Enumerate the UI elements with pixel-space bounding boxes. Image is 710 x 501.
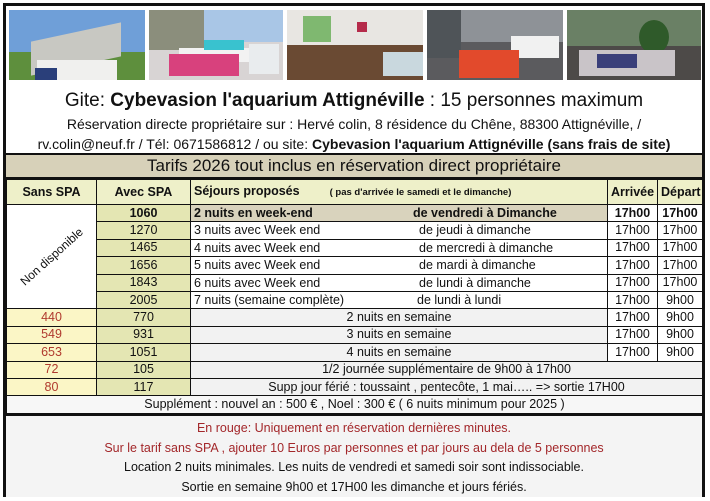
header-sans-spa: Sans SPA: [7, 180, 97, 205]
sans-spa-price: 549: [7, 326, 97, 343]
sejour-cell: [191, 239, 608, 256]
avec-spa-price: 1060: [97, 205, 191, 222]
departure-time: 17h00: [658, 222, 703, 239]
sejour-period: de vendredi à Dimanche: [413, 206, 557, 220]
notes-box: [6, 414, 702, 497]
sans-spa-price: 80: [7, 378, 97, 395]
sans-spa-price: 72: [7, 361, 97, 378]
sejour-label: 6 nuits avec Week end: [194, 275, 321, 290]
extra-description: 1/2 journée supplémentaire de 9h00 à 17h00: [191, 361, 703, 378]
table-row: [7, 222, 703, 239]
supplement-text: Supplément : nouvel an : 500 € , Noel : 300 € ( 6 nuits minimum pour 2025 ): [7, 396, 703, 413]
arrival-time: 17h00: [608, 274, 658, 291]
table-row: [7, 291, 703, 308]
table-row: [7, 378, 703, 395]
table-row: [7, 205, 703, 222]
avec-spa-price: 1270: [97, 222, 191, 239]
page-title: [6, 89, 702, 113]
table-row: [7, 274, 703, 291]
note-extra-person: Sur le tarif sans SPA , ajouter 10 Euros par personnes et par jours au dela de 5 personnes: [104, 440, 604, 455]
avec-spa-price: 931: [97, 326, 191, 343]
sejour-cell: [191, 291, 608, 308]
tarifs-band: Tarifs 2026 tout inclus en réservation direct propriétaire: [6, 153, 702, 179]
arrival-time: 17h00: [608, 309, 658, 326]
arrival-time: 17h00: [608, 326, 658, 343]
price-table: [6, 179, 703, 414]
sejour-label: 4 nuits avec Week end: [194, 240, 321, 255]
departure-time: 17h00: [658, 205, 703, 222]
header-avec-spa: Avec SPA: [97, 180, 191, 205]
sejour-cell: [191, 205, 608, 222]
house-exterior-photo: [9, 10, 145, 80]
avec-spa-price: 2005: [97, 291, 191, 308]
departure-time: 9h00: [658, 309, 703, 326]
contact-line: [6, 135, 702, 153]
title-prefix: Gite:: [64, 90, 111, 111]
avec-spa-price: 1051: [97, 344, 191, 361]
sejour-period: de jeudi à dimanche: [419, 223, 531, 238]
departure-time: 9h00: [658, 291, 703, 308]
header-depart: Départ: [658, 180, 703, 205]
header-sejours-label: Séjours proposés: [194, 184, 300, 198]
sejour-cell: [191, 222, 608, 239]
avec-spa-price: 105: [97, 361, 191, 378]
terrace-chairs-photo: [149, 10, 283, 80]
supplement-row: [7, 396, 703, 413]
kitchen-dining-photo: [427, 10, 563, 80]
gite-name: Cybevasion l'aquarium Attignéville: [110, 90, 425, 111]
table-row: [7, 344, 703, 361]
departure-time: 17h00: [658, 239, 703, 256]
contact-email-phone: rv.colin@neuf.fr / Tél: 0671586812 / ou site:: [37, 136, 313, 152]
sejour-label: 7 nuits (semaine complète): [194, 292, 345, 307]
sejour-cell: 4 nuits en semaine: [191, 344, 608, 361]
arrival-time: 17h00: [608, 239, 658, 256]
header-sejours: [191, 180, 608, 205]
sejour-label: 2 nuits en week-end: [194, 206, 313, 220]
sans-spa-price: 653: [7, 344, 97, 361]
arrival-time: 17h00: [608, 291, 658, 308]
table-row: [7, 257, 703, 274]
contact-site: Cybevasion l'aquarium Attignéville (sans frais de site): [312, 136, 671, 152]
table-row: [7, 361, 703, 378]
title-capacity: : 15 personnes maximum: [424, 90, 644, 111]
sejour-label: 3 nuits avec Week end: [194, 223, 321, 238]
table-header-row: [7, 180, 703, 205]
departure-time: 17h00: [658, 274, 703, 291]
sejour-cell: [191, 274, 608, 291]
sejour-cell: [191, 257, 608, 274]
address-line: Réservation directe propriétaire sur : Hervé colin, 8 résidence du Chêne, 88300 Attignéville, /: [66, 116, 642, 132]
note-last-minute: En rouge: Uniquement en réservation dernières minutes.: [196, 421, 512, 435]
sejour-period: de mardi à dimanche: [419, 258, 536, 273]
sejour-period: de lundi à dimanche: [419, 275, 531, 290]
note-minimum-stay: Location 2 nuits minimales. Les nuits de vendredi et samedi soir sont indissociable.: [124, 460, 584, 474]
tarif-sheet: [3, 3, 705, 497]
avec-spa-price: 1656: [97, 257, 191, 274]
arrival-time: 17h00: [608, 344, 658, 361]
bedroom-photo: [567, 10, 701, 80]
sejour-label: 5 nuits avec Week end: [194, 258, 321, 273]
avec-spa-price: 1465: [97, 239, 191, 256]
departure-time: 9h00: [658, 344, 703, 361]
photo-strip: [9, 10, 699, 82]
indoor-spa-photo: [287, 10, 423, 80]
sans-spa-price: 440: [7, 309, 97, 326]
sejour-cell: 3 nuits en semaine: [191, 326, 608, 343]
non-disponible-cell: [7, 205, 97, 309]
sejour-cell: 2 nuits en semaine: [191, 309, 608, 326]
header-sejours-note: ( pas d'arrivée le samedi et le dimanche): [329, 187, 512, 198]
table-row: [7, 309, 703, 326]
header-arrivee: Arrivée: [608, 180, 658, 205]
note-checkout: Sortie en semaine 9h00 et 17H00 les dimanche et jours fériés.: [181, 479, 527, 494]
non-disponible-label: Non disponible: [16, 224, 86, 289]
extra-description: Supp jour férié : toussaint , pentecôte, 1 mai….. => sortie 17H00: [191, 378, 703, 395]
arrival-time: 17h00: [608, 257, 658, 274]
sejour-period: de lundi à lundi: [417, 292, 502, 307]
departure-time: 9h00: [658, 326, 703, 343]
departure-time: 17h00: [658, 257, 703, 274]
arrival-time: 17h00: [608, 222, 658, 239]
table-row: [7, 326, 703, 343]
sejour-period: de mercredi à dimanche: [419, 240, 554, 255]
avec-spa-price: 770: [97, 309, 191, 326]
table-row: [7, 239, 703, 256]
arrival-time: 17h00: [608, 205, 658, 222]
avec-spa-price: 117: [97, 378, 191, 395]
avec-spa-price: 1843: [97, 274, 191, 291]
